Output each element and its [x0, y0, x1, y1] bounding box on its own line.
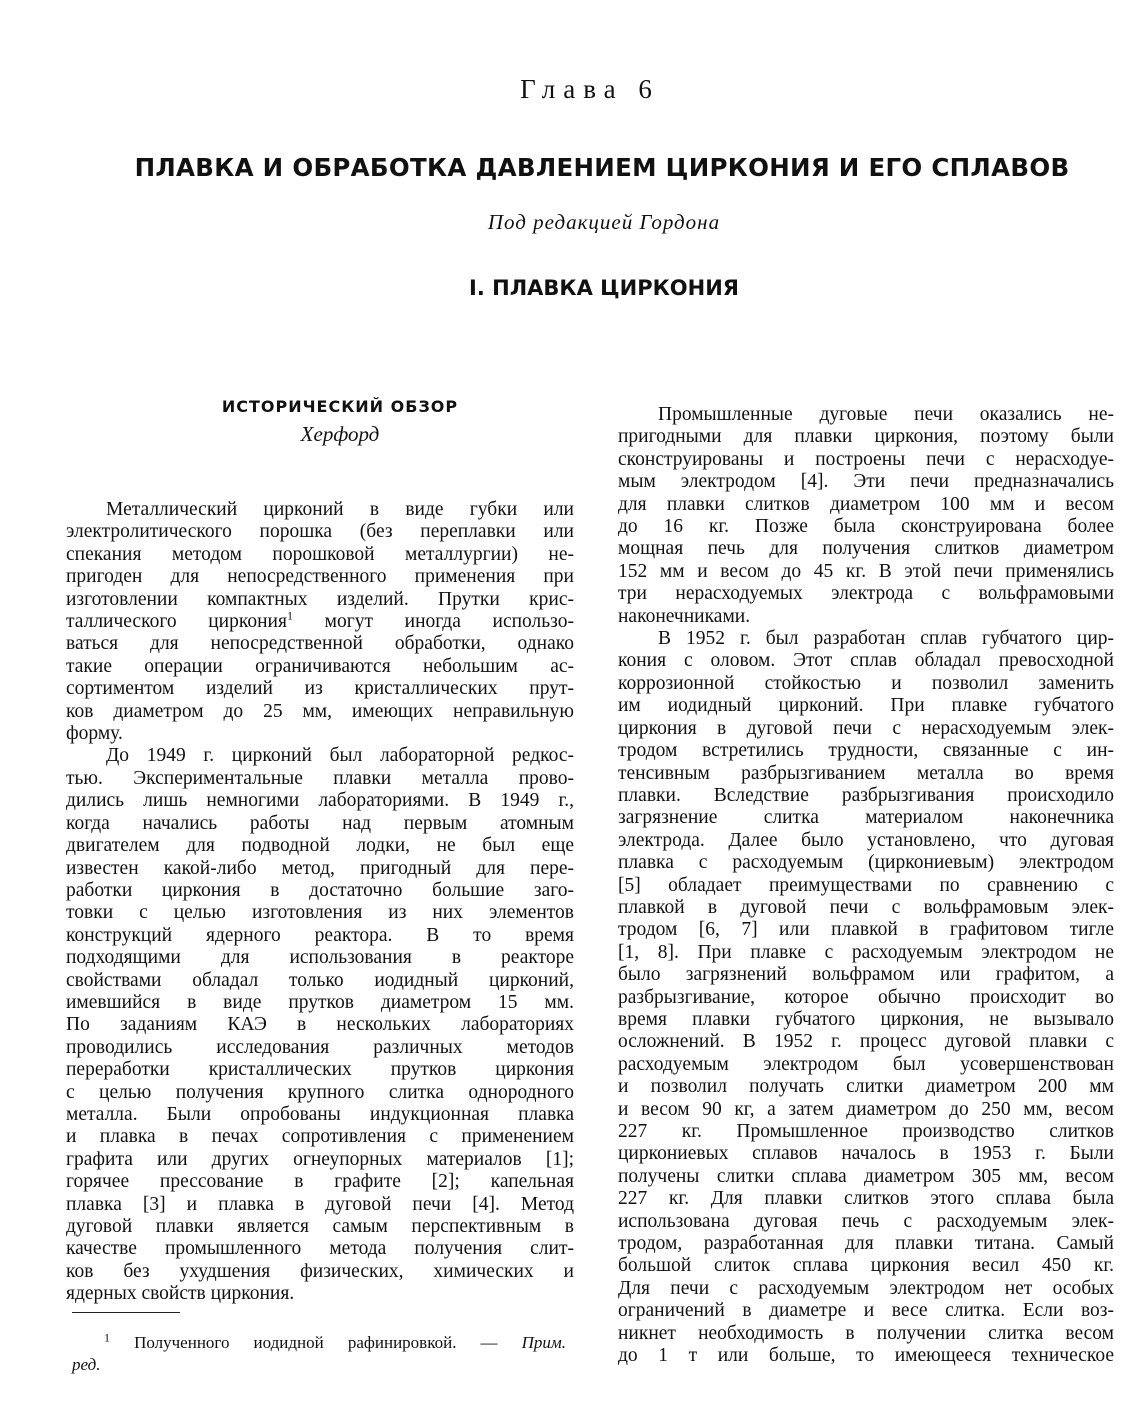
footnote-line — [72, 1332, 566, 1354]
text-line: металла. Были опробованы индукционная плавка — [66, 1103, 574, 1125]
text-segment: могут иногда использо- — [292, 611, 575, 633]
paragraph — [66, 499, 574, 745]
text-line: горячее прессование в графите [2]; капельная — [66, 1171, 574, 1193]
text-line: использована дуговая печь с расходуемым элек- — [618, 1210, 1114, 1232]
text-line: ков без ухудшения физических, химических и — [66, 1260, 574, 1282]
text-line: плавка с расходуемым (циркониевым) электродом — [618, 852, 1114, 874]
text-line: разбрызгивание, которое обычно происходит во — [618, 986, 1114, 1008]
text-line: До 1949 г. цирконий был лабораторной редкос- — [106, 745, 574, 767]
text-line: большой слиток сплава циркония весил 450 кг. — [618, 1255, 1114, 1277]
text-line: проводились исследования различных методов — [66, 1036, 574, 1058]
text-line: тродом, разработанная для плавки титана. Самый — [618, 1233, 1114, 1255]
text-line: переработки кристаллических прутков циркония — [66, 1059, 574, 1081]
footnote-divider — [72, 1312, 180, 1313]
text-line: и позволил получать слитки диаметром 200 мм — [618, 1076, 1114, 1098]
text-line: 227 кг. Для плавки слитков этого сплава была — [618, 1188, 1114, 1210]
text-line: ядерных свойств циркония. — [66, 1283, 295, 1305]
text-line: тенсивным разбрызгиванием металла во время — [618, 762, 1114, 784]
footnote-mark: 1 — [104, 1330, 110, 1345]
text-line: 152 мм и весом до 45 кг. В этой печи применялись — [618, 560, 1114, 582]
text-line: ваться для непосредственной обработки, однако — [66, 633, 574, 655]
text-line: тродом встретились трудности, связанные с ин- — [618, 740, 1114, 762]
text-line: сконструированы и построены печи с нерасходуе- — [618, 448, 1114, 470]
author-name: Херфорд — [300, 422, 380, 446]
text-line — [66, 608, 575, 633]
subsection-heading: ИСТОРИЧЕСКИЙ ОБЗОР — [221, 397, 459, 416]
paragraph — [618, 404, 1114, 628]
text-line: циркониевых сплавов началось в 1953 г. Были — [618, 1143, 1114, 1165]
text-line: когда начались работы над первым атомным — [66, 812, 574, 834]
text-line: [5] обладает преимуществами по сравнению с — [618, 874, 1114, 896]
text-line: электрода. Далее было установлено, что дуговая — [618, 829, 1114, 851]
text-line: пригоден для непосредственного применения при — [66, 566, 574, 588]
text-line: мощная печь для получения слитков диаметром — [618, 538, 1114, 560]
right-column — [618, 404, 1114, 1367]
paragraph — [618, 628, 1114, 1367]
text-line: форму. — [66, 723, 123, 745]
text-line: им иодидный цирконий. При плавке губчатого — [618, 695, 1114, 717]
text-line: графита или других огнеупорных материалов [1]; — [66, 1148, 574, 1170]
text-line: кония с оловом. Этот сплав обладал превосходной — [618, 650, 1114, 672]
text-line: и весом 90 кг, а затем диаметром до 250 мм, весом — [618, 1098, 1114, 1120]
text-line: получены слитки сплава диаметром 305 мм, весом — [618, 1165, 1114, 1187]
text-line: В 1952 г. был разработан сплав губчатого цир- — [658, 628, 1114, 650]
text-line: конструкций ядерного реактора. В то время — [66, 924, 574, 946]
footnote-note-label: Прим. — [521, 1333, 567, 1352]
text-line: изготовлении компактных изделий. Прутки крис- — [66, 588, 574, 610]
text-line: спекания методом порошковой металлургии) не- — [66, 543, 574, 565]
text-line: электролитического порошка (без переплавки или — [66, 521, 574, 543]
text-line: двигателем для подводной лодки, не был еще — [66, 835, 574, 857]
text-line: плавкой в дуговой печи с вольфрамовым элек- — [618, 896, 1114, 918]
text-line: никнет необходимость в получении слитка весом — [618, 1322, 1114, 1344]
text-line: сортиментом изделий из кристаллических прут- — [66, 678, 574, 700]
text-line: коррозионной стойкостью и позволил заменить — [618, 672, 1114, 694]
text-line: 227 кг. Промышленное производство слитков — [618, 1121, 1114, 1142]
chapter-title: ПЛАВКА И ОБРАБОТКА ДАВЛЕНИЕМ ЦИРКОНИЯ И ЕГО СПЛАВОВ — [134, 153, 1070, 182]
text-line: [1, 8]. При плавке с расходуемым электродом не — [618, 941, 1114, 963]
text-line: до 16 кг. Позже была сконструирована более — [618, 516, 1114, 538]
text-line: товки с целью изготовления из них элементов — [66, 902, 574, 924]
footnote — [72, 1332, 566, 1376]
text-line: плавка [3] и плавка в дуговой печи [4]. Метод — [66, 1193, 574, 1215]
text-line: такие операции ограничиваются небольшим ас- — [66, 655, 574, 677]
text-line: тродом [6, 7] или плавкой в графитовом тигле — [618, 919, 1114, 941]
text-line: качестве промышленного метода получения слит- — [66, 1238, 574, 1260]
text-line: с целью получения крупного слитка однородного — [66, 1081, 574, 1103]
text-line: три нерасходуемых электрода с вольфрамовыми — [618, 583, 1114, 605]
text-line: Для печи с расходуемым электродом нет особых — [618, 1277, 1114, 1299]
text-segment: таллического циркония — [66, 611, 287, 633]
text-line: загрязнение слитка материалом наконечника — [618, 807, 1114, 829]
text-line: наконечниками. — [618, 605, 751, 627]
text-line: дуговой плавки является самым перспективным в — [66, 1216, 574, 1237]
text-line: Металлический цирконий в виде губки или — [106, 499, 574, 520]
text-line: и плавка в печах сопротивления с применением — [66, 1126, 574, 1148]
left-column — [66, 397, 574, 1306]
text-line: работки циркония в достаточно большие заго- — [66, 879, 574, 901]
text-line: циркония в дуговой печи с нерасходуемым элек- — [618, 717, 1114, 739]
text-line: свойствами обладал только иодидный цирконий, — [66, 969, 574, 991]
text-line: расходуемым электродом был усовершенствован — [618, 1053, 1114, 1075]
chapter-heading: Глава 6 — [520, 74, 660, 104]
footnote-text: Полученного иодидной рафинировкой. — — [134, 1333, 498, 1352]
footnote-line: ред. — [72, 1355, 101, 1374]
text-line: плавки. Вследствие разбрызгивания происходило — [618, 784, 1114, 806]
text-line: дились лишь немногими лабораториями. В 1949 г., — [66, 790, 574, 812]
text-line: подходящими для использования в реакторе — [66, 947, 574, 969]
text-line: имевшийся в виде прутков диаметром 15 мм. — [66, 991, 574, 1013]
text-line: время плавки губчатого циркония, не вызывало — [618, 1008, 1114, 1030]
footnote-reference: 1 — [286, 608, 293, 623]
text-line: По заданиям КАЭ в нескольких лабораториях — [66, 1014, 574, 1036]
text-line: ков диаметром до 25 мм, имеющих неправильную — [66, 700, 574, 722]
text-line: осложнений. В 1952 г. процесс дуговой плавки с — [618, 1031, 1114, 1053]
text-line: для плавки слитков диаметром 100 мм и весом — [618, 493, 1114, 515]
text-line: тью. Экспериментальные плавки металла прово- — [66, 767, 574, 789]
text-line: известен какой-либо метод, пригодный для пере- — [66, 857, 574, 879]
text-line: было загрязнений вольфрамом или графитом, а — [618, 964, 1114, 986]
text-line: мым электродом [4]. Эти печи предназначались — [618, 471, 1114, 493]
editor-credit: Под редакцией Гордона — [487, 210, 721, 234]
text-line: ограничений в диаметре и весе слитка. Если воз- — [618, 1300, 1114, 1322]
section-heading: I. ПЛАВКА ЦИРКОНИЯ — [469, 276, 739, 300]
text-line: пригодными для плавки циркония, поэтому были — [618, 426, 1114, 448]
paragraph — [66, 745, 574, 1305]
text-line: Промышленные дуговые печи оказались не- — [658, 404, 1114, 425]
text-line: до 1 т или больше, то имеющееся техническое — [618, 1345, 1114, 1367]
